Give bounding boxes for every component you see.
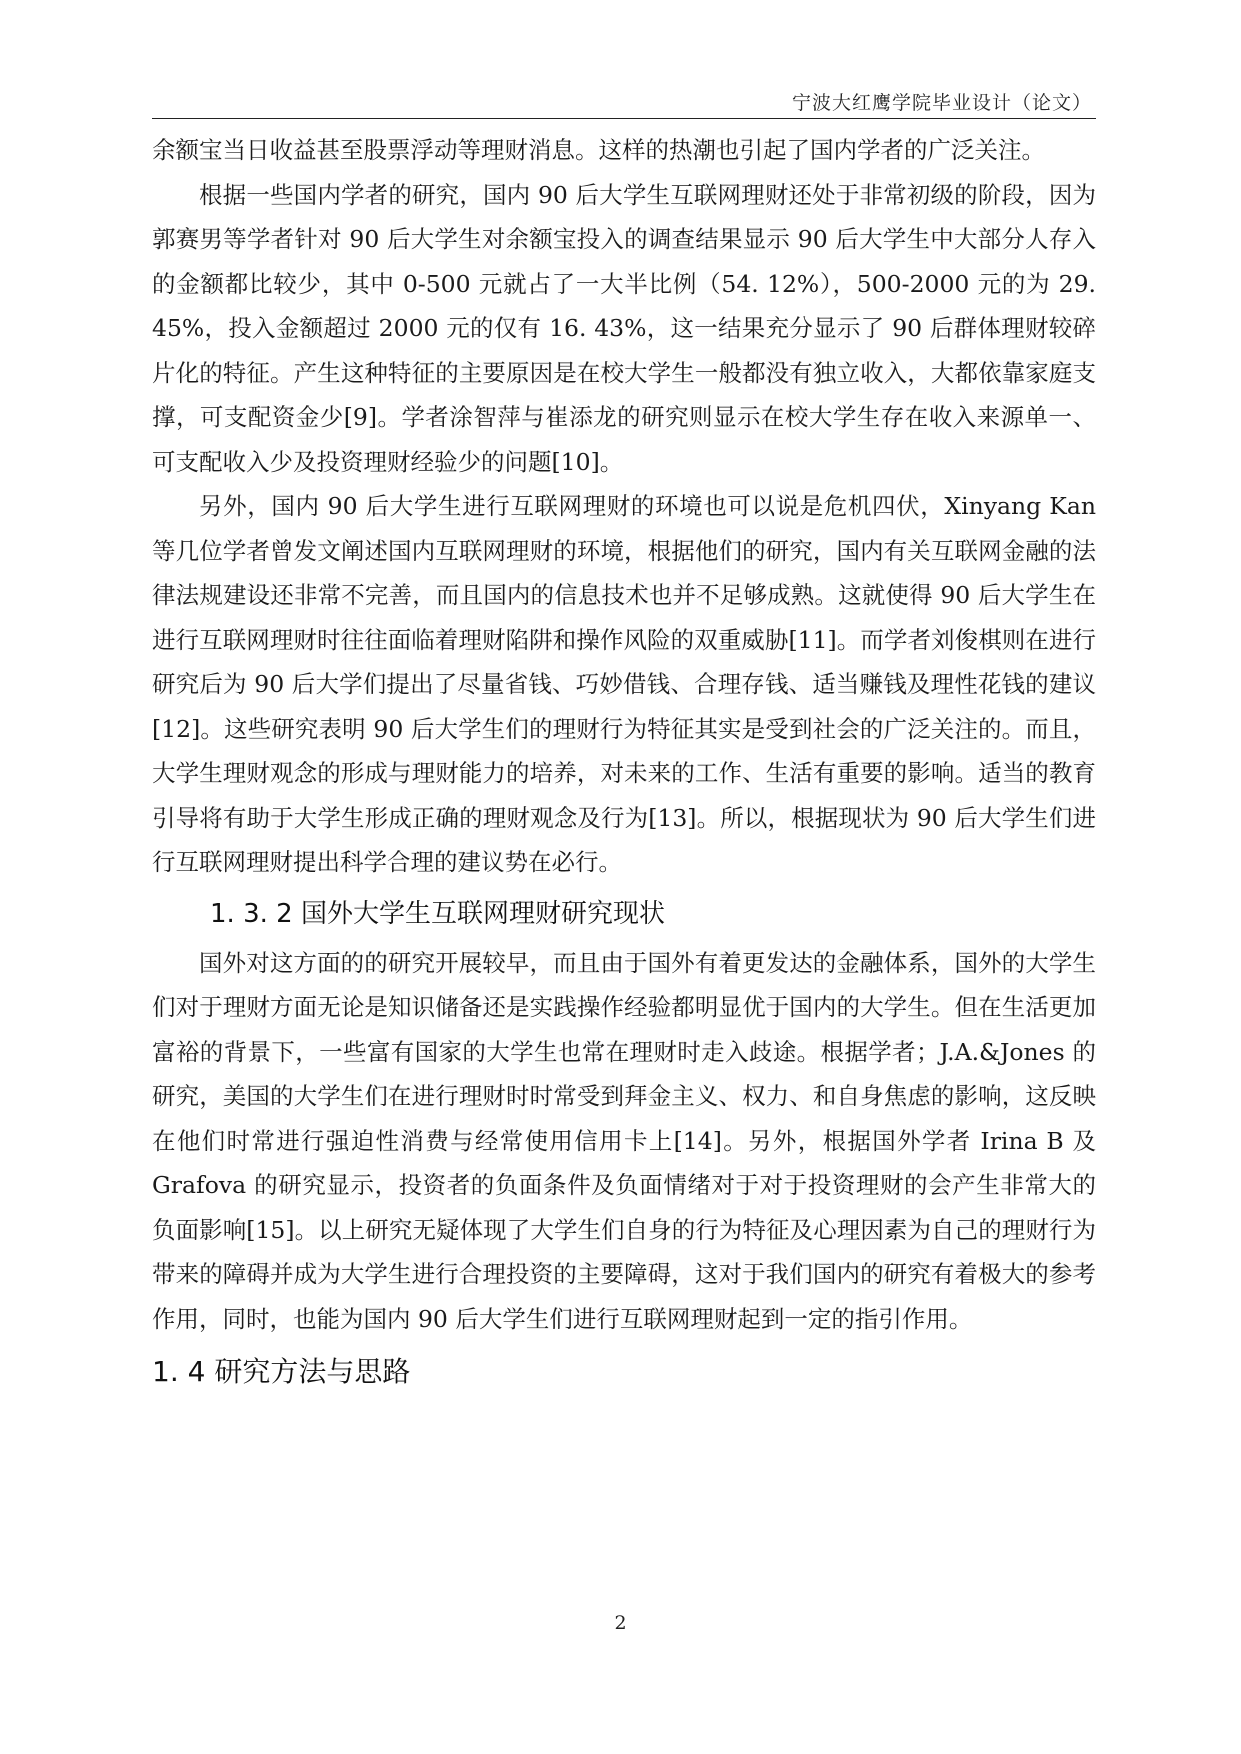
section-heading-1-4: 1. 4 研究方法与思路 xyxy=(152,1355,411,1388)
page-header xyxy=(152,88,1096,119)
page-number: 2 xyxy=(614,1612,627,1634)
section-heading-1-3-2: 1. 3. 2 国外大学生互联网理财研究现状 xyxy=(210,898,665,929)
paragraph-domestic-environment: 另外，国内 90 后大学生进行互联网理财的环境也可以说是危机四伏，Xinyang Kan 等几位学者曾发文阐述国内互联网理财的环境，根据他们的研究，国内有关互联网金融的法律法规建设还非常不完善，而且国内的信息技术也并不足够成熟。这就使得 90 后大学生在进行互联网理财时往往面临着理财陷阱和操作风险的双重威胁[11]。而学者刘俊棋则在进行研究后为 90 后大学们提出了尽量省钱、巧妙借钱、合理存钱、适当赚钱及理性花钱的建议[12]。这些研究表明 90 后大学生们的理财行为特征其实是受到社会的广泛关注的。而且，大学生理财观念的形成与理财能力的培养，对未来的工作、生活有重要的影响。适当的教育引导将有助于大学生形成正确的理财观念及行为[13]。所以，根据现状为 90 后大学生们进行互联网理财提出科学合理的建议势在必行。 xyxy=(152,492,1096,876)
header-title: 宁波大红鹰学院毕业设计（论文） xyxy=(791,92,1092,114)
paragraph-foreign-research: 国外对这方面的的研究开展较早，而且由于国外有着更发达的金融体系，国外的大学生们对于理财方面无论是知识储备还是实践操作经验都明显优于国内的大学生。但在生活更加富裕的背景下，一些富有国家的大学生也常在理财时走入歧途。根据学者；J.A.&Jones 的研究，美国的大学生们在进行理财时时常受到拜金主义、权力、和自身焦虑的影响，这反映在他们时常进行强迫性消费与经常使用信用卡上[14]。另外，根据国外学者 Irina B 及 Grafova 的研究显示，投资者的负面条件及负面情绪对于对于投资理财的会产生非常大的负面影响[15]。以上研究无疑体现了大学生们自身的行为特征及心理因素为自己的理财行为带来的障碍并成为大学生进行合理投资的主要障碍，这对于我们国内的研究有着极大的参考作用，同时，也能为国内 90 后大学生们进行互联网理财起到一定的指引作用。 xyxy=(152,948,1096,1333)
document-body xyxy=(152,128,1096,1397)
paragraph-domestic-research: 根据一些国内学者的研究，国内 90 后大学生互联网理财还处于非常初级的阶段，因为郭赛男等学者针对 90 后大学生对余额宝投入的调查结果显示 90 后大学生中大部分人存入的金额都比较少，其中 0-500 元就占了一大半比例（54. 12%），500-2000 元的为 29. 45%，投入金额超过 2000 元的仅有 16. 43%，这一结果充分显示了 90 后群体理财较碎片化的特征。产生这种特征的主要原因是在校大学生一般都没有独立收入，大都依靠家庭支撑，可支配资金少[9]。学者涂智萍与崔添龙的研究则显示在校大学生存在收入来源单一、可支配收入少及投资理财经验少的问题[10]。 xyxy=(152,180,1096,476)
paragraph-continued: 余额宝当日收益甚至股票浮动等理财消息。这样的热潮也引起了国内学者的广泛关注。 xyxy=(152,136,1045,164)
